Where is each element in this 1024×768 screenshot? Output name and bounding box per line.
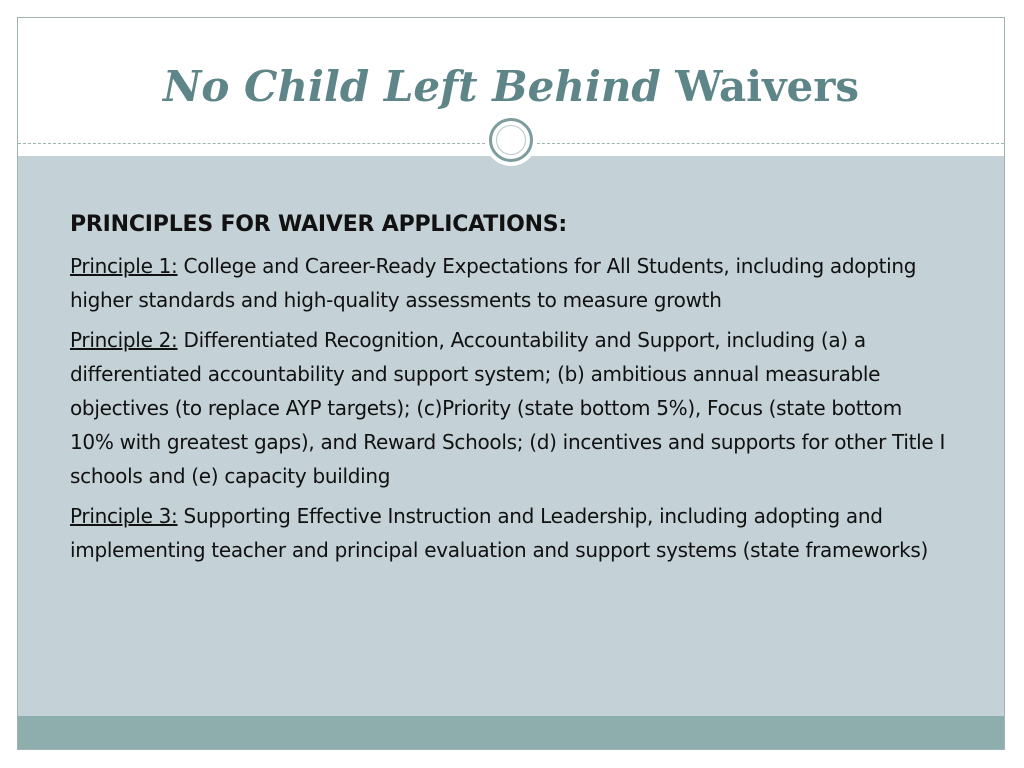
principle-1-text: College and Career-Ready Expectations for All Students, including adopting higher standards and high-quality assessments to measure growth	[70, 254, 917, 312]
principles-heading: PRINCIPLES FOR WAIVER APPLICATIONS:	[70, 212, 568, 237]
slide-title	[18, 62, 1004, 111]
principle-1-label: Principle 1:	[70, 254, 178, 278]
ornament-ring	[489, 118, 533, 162]
principle-2	[70, 323, 950, 493]
ornament-inner-ring	[496, 125, 526, 155]
principle-2-label: Principle 2:	[70, 328, 178, 352]
principle-3-label: Principle 3:	[70, 504, 178, 528]
principle-1	[70, 249, 950, 317]
circle-ornament-icon	[485, 114, 537, 166]
principle-3-text: Supporting Effective Instruction and Leadership, including adopting and implementing teacher and principal evaluation and support systems (state frameworks)	[70, 504, 929, 562]
principle-2-text: Differentiated Recognition, Accountability and Support, including (a) a differentiated accountability and support system; (b) ambitious annual measurable objectives (to replace AYP targets); (c)Priority (state bottom 5%), Focus (state bottom 10% with greatest gaps), and Reward Schools; (d) incentives and supports for other Title I schools and (e) capacity building	[70, 328, 946, 488]
title-regular-part: Waivers	[660, 62, 860, 111]
slide-body	[70, 212, 950, 573]
title-italic-part: No Child Left Behind	[162, 62, 661, 111]
footer-bar	[18, 716, 1004, 750]
principle-3	[70, 499, 950, 567]
